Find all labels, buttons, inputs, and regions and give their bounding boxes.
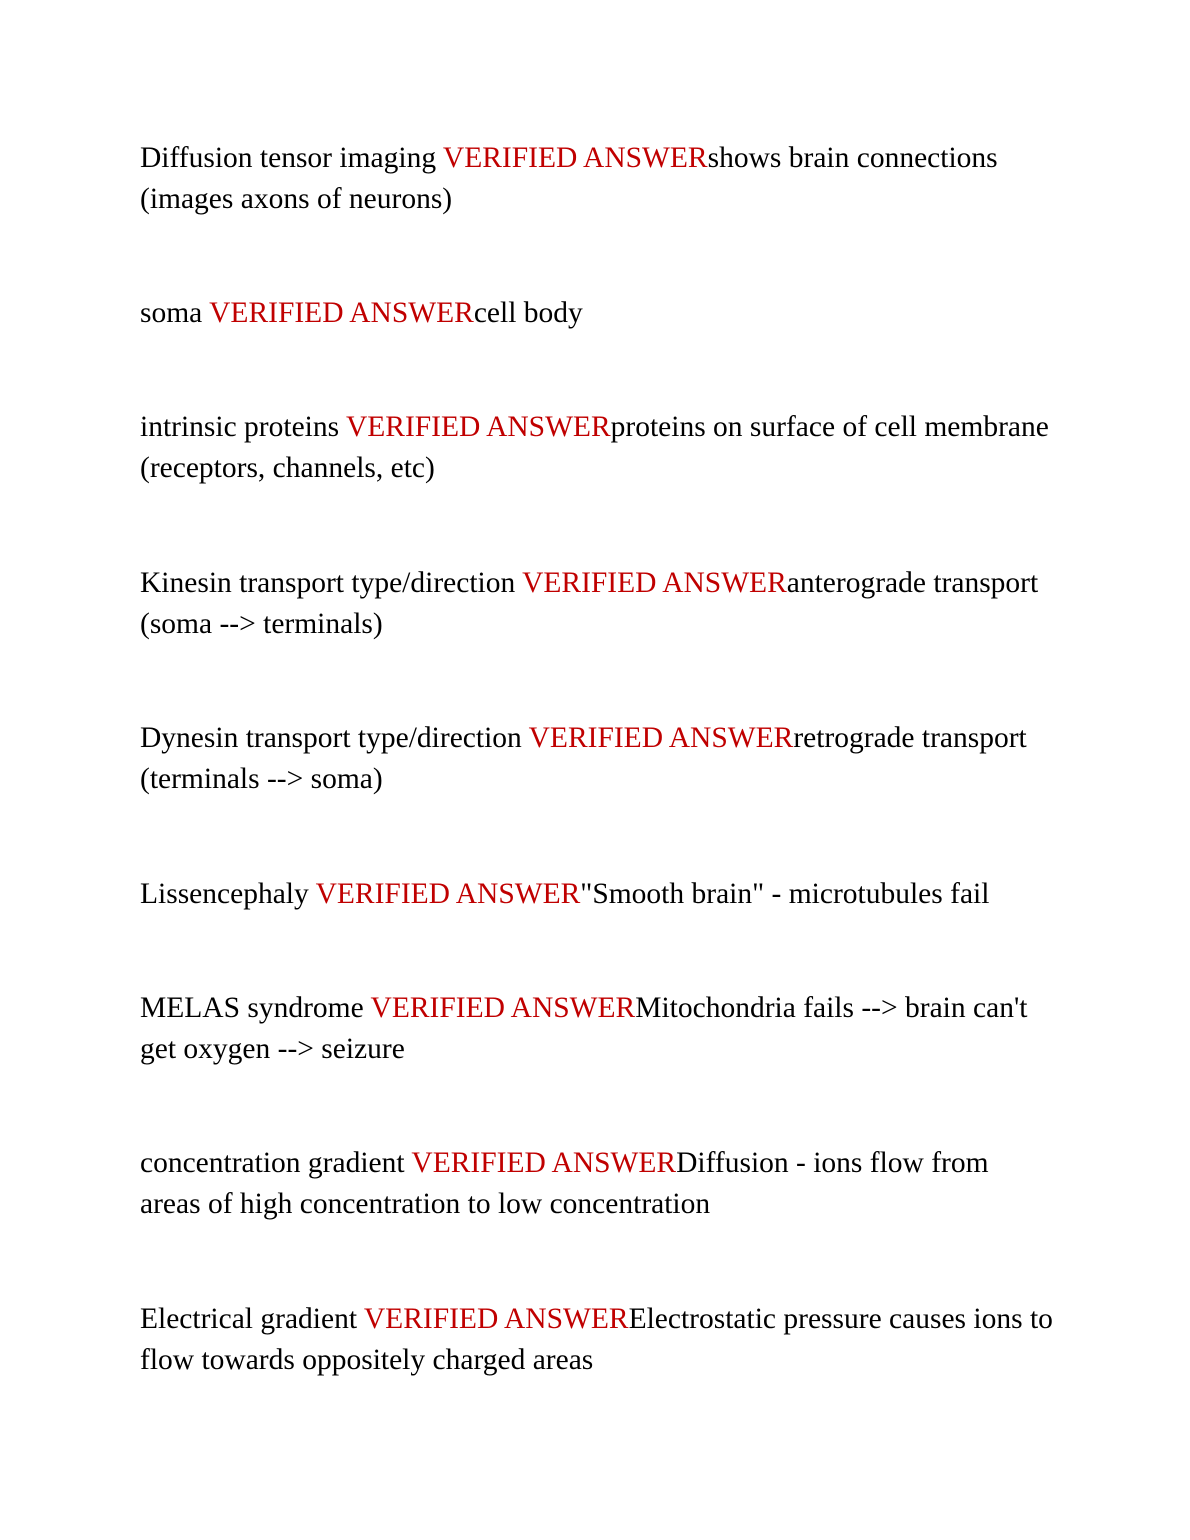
entry-definition: anterograde transport (soma --> terminals) [140, 567, 1039, 640]
flashcard-entry [140, 874, 1055, 915]
flashcard-entry [140, 988, 1055, 1070]
entry-definition: proteins on surface of cell membrane (receptors, channels, etc) [140, 411, 1049, 484]
entry-definition: Diffusion - ions flow from areas of high concentration to low concentration [140, 1147, 989, 1220]
verified-answer-marker: VERIFIED ANSWER [528, 722, 794, 754]
verified-answer-marker: VERIFIED ANSWER [363, 1303, 629, 1335]
entry-term: Electrical gradient [140, 1303, 358, 1335]
entry-term: Lissencephaly [140, 878, 309, 910]
entry-term: MELAS syndrome [140, 992, 364, 1024]
verified-answer-marker: VERIFIED ANSWER [411, 1147, 677, 1179]
entry-definition: retrograde transport (terminals --> soma) [140, 722, 1027, 795]
entry-definition: Mitochondria fails --> brain can't get oxygen --> seizure [140, 992, 1028, 1065]
flashcard-entry [140, 138, 1055, 220]
entry-term: intrinsic proteins [140, 411, 340, 443]
entry-term: Dynesin transport type/direction [140, 722, 522, 754]
flashcard-entry [140, 718, 1055, 800]
verified-answer-marker: VERIFIED ANSWER [209, 297, 474, 329]
entry-term: Diffusion tensor imaging [140, 142, 437, 174]
verified-answer-marker: VERIFIED ANSWER [370, 992, 636, 1024]
entry-definition: cell body [473, 297, 583, 329]
flashcard-entry [140, 407, 1055, 489]
verified-answer-marker: VERIFIED ANSWER [522, 567, 787, 599]
entry-definition: Electrostatic pressure causes ions to flow towards oppositely charged areas [140, 1303, 1053, 1376]
entry-term: Kinesin transport type/direction [140, 567, 516, 599]
flashcard-entry [140, 563, 1055, 645]
entry-term: concentration gradient [140, 1147, 405, 1179]
entry-definition: shows brain connections (images axons of neurons) [140, 142, 998, 215]
entry-definition: "Smooth brain" - microtubules fail [580, 878, 990, 910]
entry-term: soma [140, 297, 203, 329]
verified-answer-marker: VERIFIED ANSWER [442, 142, 708, 174]
flashcard-entry [140, 1299, 1055, 1381]
flashcard-entry [140, 293, 1055, 334]
verified-answer-marker: VERIFIED ANSWER [315, 878, 581, 910]
flashcard-entry [140, 1143, 1055, 1225]
verified-answer-marker: VERIFIED ANSWER [345, 411, 611, 443]
